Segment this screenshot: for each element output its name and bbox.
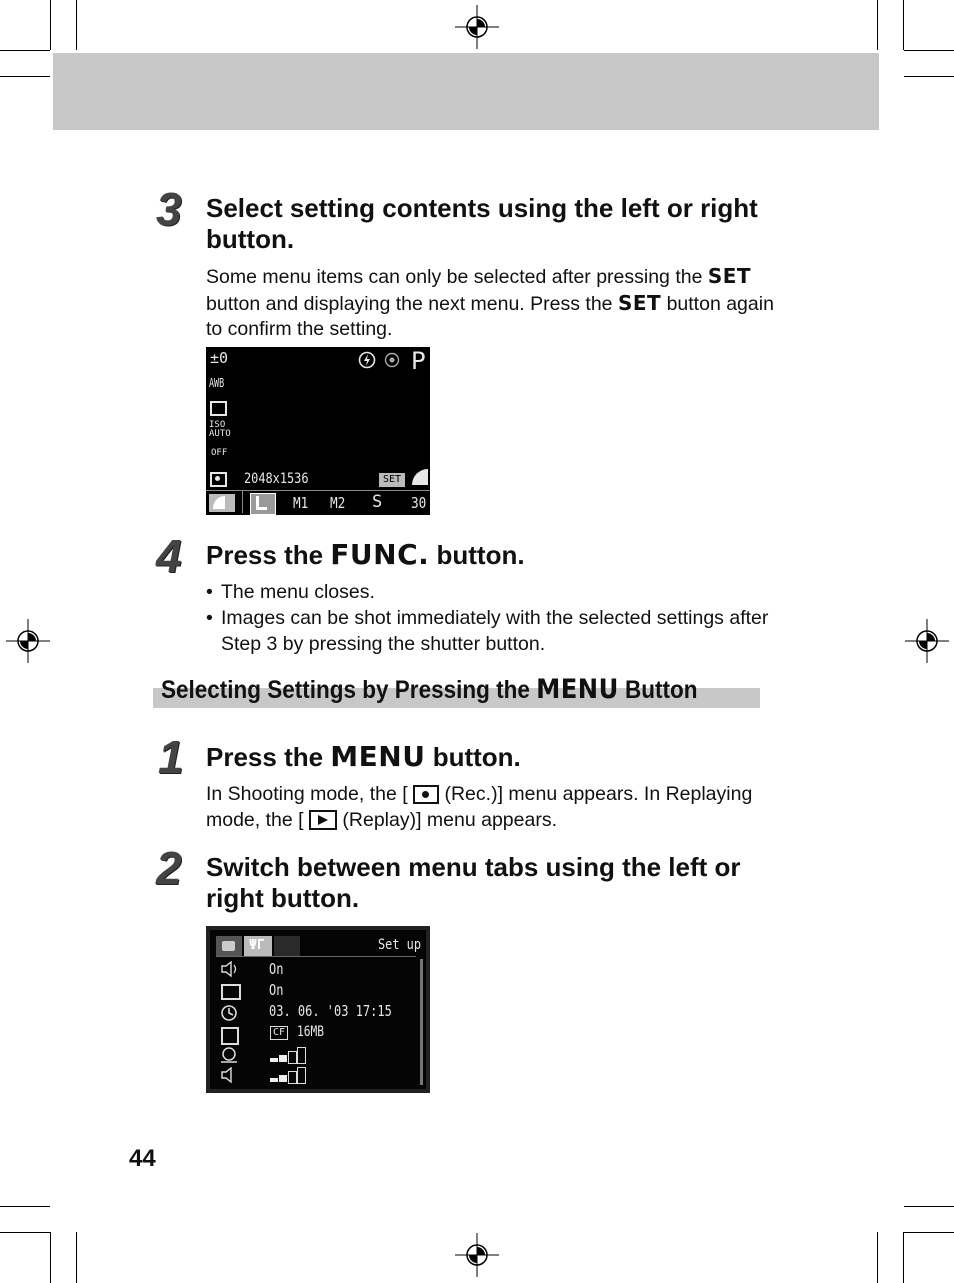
registration-mark-icon	[455, 1233, 499, 1277]
large-resolution-option	[250, 493, 276, 515]
resolution-option-m2: M2	[330, 494, 346, 512]
crop-mark	[50, 0, 51, 50]
replay-icon	[309, 810, 337, 830]
step-number: 3	[156, 183, 182, 235]
crop-mark	[877, 0, 878, 50]
exposure-icon: ±0	[210, 349, 229, 367]
iso-icon: ISO AUTO	[209, 420, 231, 439]
step-title: Switch between menu tabs using the left or right button.	[206, 852, 741, 913]
sound-level-icon	[220, 1067, 240, 1083]
crop-mark	[877, 1232, 878, 1283]
setting-value: On	[269, 960, 284, 978]
crop-mark	[904, 1206, 954, 1207]
metering-icon	[210, 472, 227, 487]
set-button-label: SET	[617, 290, 662, 315]
effect-off-icon: OFF	[211, 448, 228, 458]
crop-mark	[0, 50, 50, 51]
crop-mark	[76, 0, 77, 50]
registration-mark-icon	[6, 619, 50, 663]
timer-icon	[220, 1004, 238, 1022]
crop-mark	[0, 1232, 50, 1233]
crop-mark	[50, 1232, 51, 1283]
white-balance-icon: AWB	[209, 376, 225, 390]
date-time-value: 03. 06. '03 17:15	[269, 1002, 392, 1020]
step-description: Some menu items can only be selected after pressing the SET button and displaying the next menu. Press the SET button again to confirm the setting.	[206, 264, 774, 340]
crop-mark	[904, 76, 954, 77]
step-number: 4	[156, 530, 182, 582]
resolution-tab-icon	[209, 494, 235, 512]
tab-mycamera	[274, 936, 300, 956]
level-indicator	[270, 1046, 330, 1064]
crop-mark	[903, 0, 904, 50]
crop-mark	[903, 1232, 904, 1283]
func-button-label: FUNC.	[330, 538, 430, 571]
step-title: Press the MENU button.	[206, 740, 521, 773]
format-icon	[221, 1027, 239, 1045]
drive-mode-icon	[210, 401, 227, 416]
camera-lcd-func-menu	[206, 347, 430, 515]
menu-button-label: MENU	[536, 674, 619, 705]
camera-rec-icon	[413, 785, 439, 804]
step-number: 1	[158, 731, 184, 783]
crop-mark	[904, 50, 954, 51]
language-icon	[220, 1047, 238, 1063]
shooting-mode-indicator: P	[411, 347, 426, 375]
menu-scrollbar	[420, 959, 423, 1085]
tab-rec	[216, 936, 242, 956]
crop-mark	[0, 1206, 50, 1207]
bullet-item: • The menu closes.	[206, 581, 375, 603]
review-icon	[221, 984, 241, 1000]
tab-setup: ΨΓ	[244, 936, 272, 956]
resolution-option-30: 30	[411, 494, 427, 512]
registration-mark-icon	[905, 619, 949, 663]
crop-mark	[904, 1232, 954, 1233]
registration-mark-icon	[455, 5, 499, 49]
resolution-option-s: S	[372, 492, 383, 512]
quality-icon	[412, 469, 428, 485]
resolution-option-m1: M1	[293, 494, 309, 512]
bullet-item: • Images can be shot immediately with the selected settings after Step 3 by pressing the shutter button.	[206, 607, 769, 655]
card-capacity-value: 16MB	[297, 1024, 324, 1040]
camera-lcd-setup-menu	[206, 926, 430, 1093]
cf-card-icon: CF	[270, 1026, 288, 1040]
menu-button-label: MENU	[330, 740, 426, 773]
crop-mark	[76, 1232, 77, 1283]
menu-tab-title: Set up	[378, 937, 421, 953]
section-heading: Selecting Settings by Pressing the MENU Button	[161, 674, 698, 705]
set-button-label: SET	[707, 264, 752, 288]
flash-off-icon	[358, 351, 376, 369]
header-band	[53, 53, 879, 130]
level-indicator	[270, 1066, 330, 1084]
volume-icon	[220, 961, 240, 977]
red-eye-icon	[384, 352, 400, 368]
step-number: 2	[156, 842, 182, 894]
setting-value: On	[269, 981, 284, 999]
page-number: 44	[129, 1145, 156, 1172]
step-title: Press the FUNC. button.	[206, 538, 525, 571]
step-description: In Shooting mode, the [ (Rec.)] menu appears. In Replaying mode, the [ (Replay)] menu appears.	[206, 783, 753, 831]
resolution-label: 2048x1536	[244, 471, 309, 487]
set-indicator: SET	[379, 473, 405, 487]
crop-mark	[0, 76, 50, 77]
step-title: Select setting contents using the left or right button.	[206, 193, 758, 254]
